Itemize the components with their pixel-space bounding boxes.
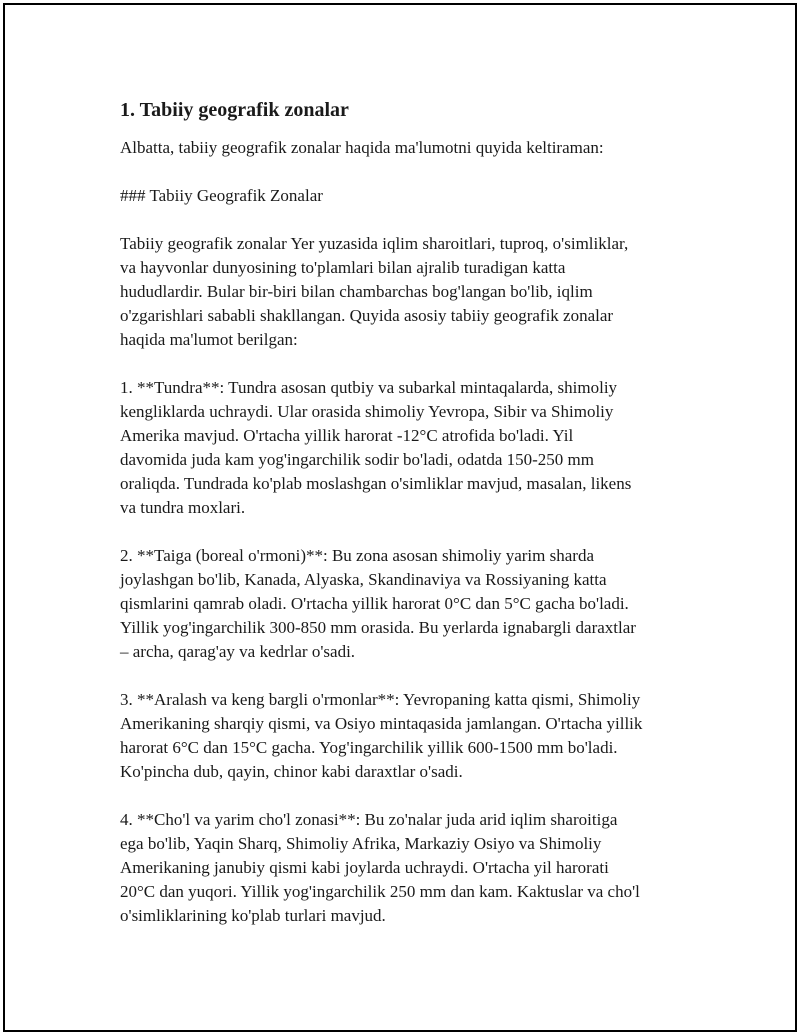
intro-paragraph: Albatta, tabiiy geografik zonalar haqida ma'lumotni quyida keltiraman: — [120, 138, 604, 157]
taiga-paragraph: 2. **Taiga (boreal o'rmoni)**: Bu zona asosan shimoliy yarim sharda joylashgan bo'lib, Kanada, Alyaska, Skandinaviya va Rossiyaning katta qismlarini qamrab oladi. O'rtacha yillik harorat 0°C dan 5°C gacha bo'ladi. Yillik yog'ingarchilik 300-850 mm orasida. Bu yerlarda ignabargli daraxtlar – archa, qarag'ay va kedrlar o'sadi. — [120, 546, 636, 661]
document-body — [120, 97, 700, 952]
page-frame — [3, 3, 797, 1032]
tundra-paragraph: 1. **Tundra**: Tundra asosan qutbiy va subarkal mintaqalarda, shimoliy kengliklarda uchraydi. Ular orasida shimoliy Yevropa, Sibir va Shimoliy Amerika mavjud. O'rtacha yillik harorat -12°C atrofida bo'ladi. Yil davomida juda kam yog'ingarchilik sodir bo'ladi, odatda 150-250 mm oraliqda. Tundrada ko'plab moslashgan o'simliklar mavjud, masalan, likens va tundra moxlari. — [120, 378, 632, 517]
section-heading-text: ### Tabiiy Geografik Zonalar — [120, 186, 323, 205]
mixed-forest-paragraph: 3. **Aralash va keng bargli o'rmonlar**: Yevropaning katta qismi, Shimoliy Amerikaning sharqiy qismi, va Osiyo mintaqasida jamlangan. O'rtacha yillik harorat 6°C dan 15°C gacha. Yog'ingarchilik yillik 600-1500 mm bo'ladi. Ko'pincha dub, qayin, chinor kabi daraxtlar o'sadi. — [120, 690, 643, 781]
desert-paragraph: 4. **Cho'l va yarim cho'l zonasi**: Bu zo'nalar juda arid iqlim sharoitiga ega bo'lib, Yaqin Sharq, Shimoliy Afrika, Markaziy Osiyo va Shimoliy Amerikaning janubiy qismi kabi joylarda uchraydi. O'rtacha yil harorati 20°C dan yuqori. Yillik yog'ingarchilik 250 mm dan kam. Kaktuslar va cho'l o'simliklarining ko'plab turlari mavjud. — [120, 810, 640, 925]
overview-paragraph: Tabiiy geografik zonalar Yer yuzasida iqlim sharoitlari, tuproq, o'simliklar, va hayvonlar dunyosining to'plamlari bilan ajralib turadigan katta hududlardir. Bular bir-biri bilan chambarchas bog'langan bo'lib, iqlim o'zgarishlari sababli shakllangan. Quyida asosiy tabiiy geografik zonalar haqida ma'lumot berilgan: — [120, 234, 629, 349]
document-title: 1. Tabiiy geografik zonalar — [120, 99, 349, 121]
